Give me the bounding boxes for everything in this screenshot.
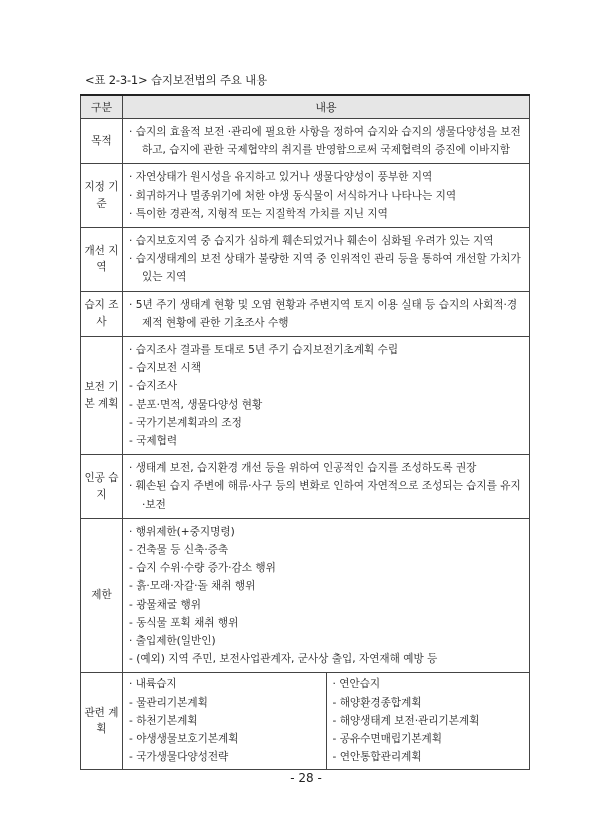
row-content <box>123 337 530 455</box>
list-item: · 훼손된 습지 주변에 해류·사구 등의 변화로 인하여 자연적으로 조성되는 습지를 유지·보전 <box>129 480 521 511</box>
table-row <box>81 228 530 292</box>
list-item: · 희귀하거나 멸종위기에 처한 야생 동식물이 서식하거나 나타나는 지역 <box>129 189 457 202</box>
header-category: 구분 <box>81 95 123 119</box>
table-row <box>81 164 530 228</box>
main-table <box>80 94 530 770</box>
list-item: · 습지보호지역 중 습지가 심하게 훼손되었거나 훼손이 심화될 우려가 있는 지역 <box>129 235 494 248</box>
list-item: · 행위제한(+중지명령) <box>129 525 235 538</box>
page-number: - 28 - <box>290 771 322 785</box>
list-item: - 습지 수위·수량 증가·감소 행위 <box>129 562 276 575</box>
row-category: 제한 <box>81 518 123 673</box>
header-content: 내용 <box>123 95 530 119</box>
header-row <box>81 95 530 119</box>
list-item: - 동식물 포획 채취 행위 <box>129 616 239 629</box>
table-row-related <box>81 673 530 769</box>
related-left-column <box>123 673 326 768</box>
row-content <box>123 455 530 519</box>
row-content <box>123 518 530 673</box>
list-item: · 연안습지 <box>332 678 381 691</box>
table-row <box>81 518 530 673</box>
row-category: 개선 지역 <box>81 228 123 292</box>
list-item: - 해양환경종합계획 <box>332 696 422 709</box>
list-item: - (예외) 지역 주민, 보전사업관계자, 군사상 출입, 자연재해 예방 등 <box>129 653 438 666</box>
list-item: - 공유수면매립기본계획 <box>332 733 443 746</box>
row-category: 습지 조사 <box>81 291 123 336</box>
list-item: - 흙·모래·자갈·돌 채취 행위 <box>129 580 256 593</box>
list-item: - 연안통합관리계획 <box>332 751 422 764</box>
list-item: · 내륙습지 <box>129 678 177 691</box>
related-cell <box>123 673 530 769</box>
row-content <box>123 228 530 292</box>
row-category: 관련 계획 <box>81 673 123 769</box>
table-row <box>81 455 530 519</box>
list-item: · 생태계 보전, 습지환경 개선 등을 위하여 인공적인 습지를 조성하도록 권장 <box>129 462 477 475</box>
list-item: - 습지보전 시책 <box>129 362 201 375</box>
list-item: - 야생생물보호기본계획 <box>129 733 239 746</box>
list-item: - 물관리기본계획 <box>129 696 208 709</box>
list-item: - 국가생물다양성전략 <box>129 751 229 764</box>
table-row <box>81 119 530 164</box>
row-content <box>123 291 530 336</box>
row-content <box>123 164 530 228</box>
list-item: - 해양생태계 보전·관리기본계획 <box>332 714 480 727</box>
list-item: - 분포·면적, 생물다양성 현황 <box>129 398 263 411</box>
list-item: · 특이한 경관적, 지형적 또는 지질학적 가치를 지닌 지역 <box>129 207 388 220</box>
row-category: 보전 기본 계획 <box>81 337 123 455</box>
list-item: · 출입제한(일반인) <box>129 635 216 648</box>
list-item: - 광물채굴 행위 <box>129 598 201 611</box>
table-caption: <표 2-3-1> 습지보전법의 주요 내용 <box>85 73 267 87</box>
row-category: 인공 습지 <box>81 455 123 519</box>
list-item: · 습지의 효율적 보전 ·관리에 필요한 사항을 정하여 습지와 습지의 생물다양성을 보전하고, 습지에 관한 국제협약의 취지를 반영함으로써 국제협력의 증진에 이바지함 <box>129 126 521 157</box>
list-item: · 습지생태계의 보전 상태가 불량한 지역 중 인위적인 관리 등을 통하여 개선할 가치가 있는 지역 <box>129 253 521 284</box>
table-row <box>81 337 530 455</box>
list-item: - 국제협력 <box>129 435 178 448</box>
list-item: · 자연상태가 원시성을 유지하고 있거나 생물다양성이 풍부한 지역 <box>129 171 433 184</box>
table-row <box>81 291 530 336</box>
row-content <box>123 119 530 164</box>
row-category: 지정 기준 <box>81 164 123 228</box>
list-item: - 하천기본계획 <box>129 714 198 727</box>
list-item: - 국가기본계획과의 조정 <box>129 416 242 429</box>
row-category: 목적 <box>81 119 123 164</box>
list-item: - 습지조사 <box>129 380 178 393</box>
list-item: · 습지조사 결과를 토대로 5년 주기 습지보전기초계획 수립 <box>129 344 399 357</box>
related-right-column <box>326 673 530 768</box>
list-item: · 5년 주기 생태계 현황 및 오염 현황과 주변지역 토지 이용 실태 등 습지의 사회적·경제적 현황에 관한 기초조사 수행 <box>129 298 518 329</box>
list-item: - 건축물 등 신축·증축 <box>129 544 229 557</box>
